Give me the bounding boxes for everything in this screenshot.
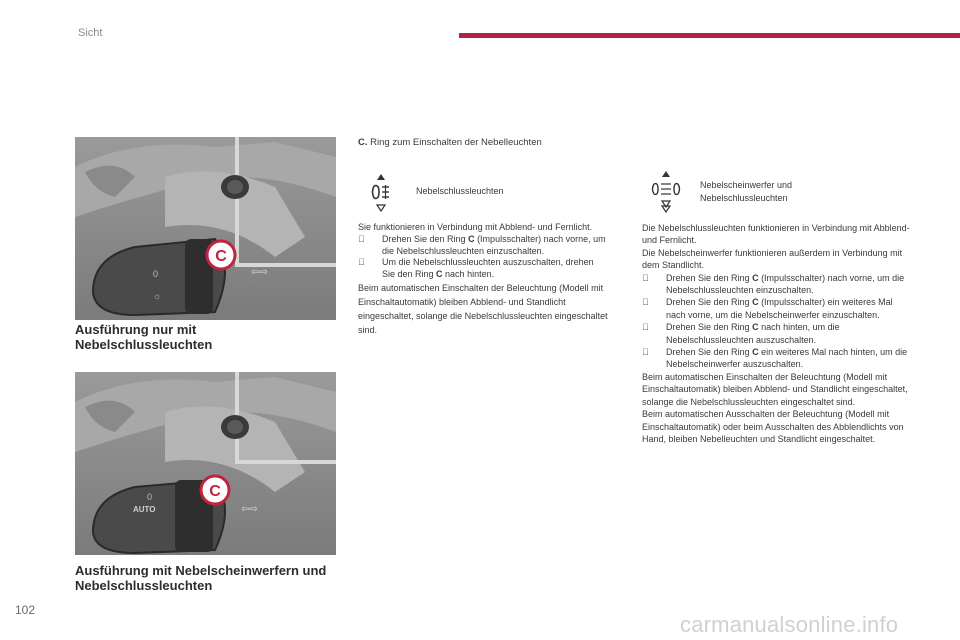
left-bullet-2 xyxy=(358,257,608,281)
caption-letter: C. xyxy=(358,137,368,148)
right-column-text xyxy=(642,222,912,445)
bullet-mark xyxy=(642,296,666,321)
right-note-2: Beim automatischen Ausschalten der Beleuchtung (Modell mit Einschaltautomatik) oder beim Ausschalten des Abblendlichts von Hand, bleiben Nebelleuchten und Standlicht eingeschaltet. xyxy=(642,409,904,444)
bullet-mark xyxy=(642,346,666,371)
right-bullet-1 xyxy=(642,272,912,297)
front-and-rear-fog-light-icon xyxy=(651,170,681,210)
section-title: Sicht xyxy=(78,27,103,39)
turn-signal-arrows-bottom: ⇦⇨ xyxy=(241,504,258,515)
caption-ring-c xyxy=(358,137,542,148)
left-column-text xyxy=(358,222,608,337)
bullet-mark xyxy=(642,272,666,297)
right-bullet-3 xyxy=(642,321,912,346)
left-bullet-1 xyxy=(358,234,608,258)
right-bullet-2-text: Drehen Sie den Ring C (Impulsschalter) ein weiteres Mal nach vorne, um die Nebelscheinwerfer einzuschalten. xyxy=(666,297,893,320)
right-bullet-1-text: Drehen Sie den Ring C (Impulsschalter) nach vorne, um die Nebelschlussleuchten einzuschalten. xyxy=(666,272,905,296)
right-intro-2: Die Nebelscheinwerfer funktionieren außerdem in Verbindung mit dem Standlicht. xyxy=(642,247,903,271)
label-c-top: C xyxy=(215,248,227,265)
svg-text:0: 0 xyxy=(153,269,159,279)
bullet-mark xyxy=(358,257,382,281)
caption-text: Ring zum Einschalten der Nebelleuchten xyxy=(367,137,542,148)
turn-signal-arrows-top: ⇦⇨ xyxy=(251,267,268,278)
label-c-bottom: C xyxy=(209,483,221,500)
page-number: 102 xyxy=(15,603,36,617)
rear-fog-light-icon xyxy=(370,172,392,212)
right-intro: Die Nebelschlussleuchten funktionieren in Verbindung mit Abblend- und Fernlicht. xyxy=(642,223,910,246)
svg-text:☼: ☼ xyxy=(153,291,162,301)
right-bullet-2 xyxy=(642,296,912,321)
left-intro: Sie funktionieren in Verbindung mit Abblend- und Fernlicht. xyxy=(358,222,593,232)
header-accent-bar xyxy=(459,33,960,38)
left-note: Beim automatischen Einschalten der Beleuchtung (Modell mit Einschaltautomatik) bleiben Abblend- und Standlicht eingeschaltet, solange die Nebelschlussleuchten eingeschaltet sind. xyxy=(358,282,608,335)
watermark: carmanualsonline.info xyxy=(680,612,899,637)
right-bullet-4 xyxy=(642,346,912,371)
heading-front-rear-fog: Ausführung mit Nebelscheinwerfern und Nebelschlussleuchten xyxy=(75,563,327,593)
right-note-1: Beim automatischen Einschalten der Beleuchtung (Modell mit Einschaltautomatik) bleiben Abblend- und Standlicht eingeschaltet, solange die Nebelschlussleuchten eingeschaltet sind. xyxy=(642,371,908,407)
bullet-mark xyxy=(642,321,666,346)
rear-fog-label: Nebelschlussleuchten xyxy=(416,186,504,196)
right-bullet-4-text: Drehen Sie den Ring C ein weiteres Mal nach hinten, um die Nebelscheinwerfer auszuschalten. xyxy=(666,347,908,370)
right-bullet-3-text: Drehen Sie den Ring C nach hinten, um die Nebelschlussleuchten auszuschalten. xyxy=(666,322,840,345)
figure-rear-fog-switch xyxy=(75,137,336,320)
left-bullet-1-text: Drehen Sie den Ring C (Impulsschalter) nach vorne, um die Nebelschlussleuchten einzuschalten. xyxy=(382,233,606,256)
figure-front-rear-fog-switch xyxy=(75,372,336,555)
svg-text:0: 0 xyxy=(147,492,153,502)
left-bullet-2-text: Um die Nebelschlussleuchten auszuschalten, drehen Sie den Ring C nach hinten. xyxy=(382,257,594,280)
bullet-mark xyxy=(358,234,382,258)
auto-position-label: AUTO xyxy=(133,505,156,514)
heading-rear-fog-only: Ausführung nur mit Nebelschlussleuchten xyxy=(75,322,213,352)
front-rear-fog-label: Nebelscheinwerfer und Nebelschlussleuchten xyxy=(700,180,793,203)
